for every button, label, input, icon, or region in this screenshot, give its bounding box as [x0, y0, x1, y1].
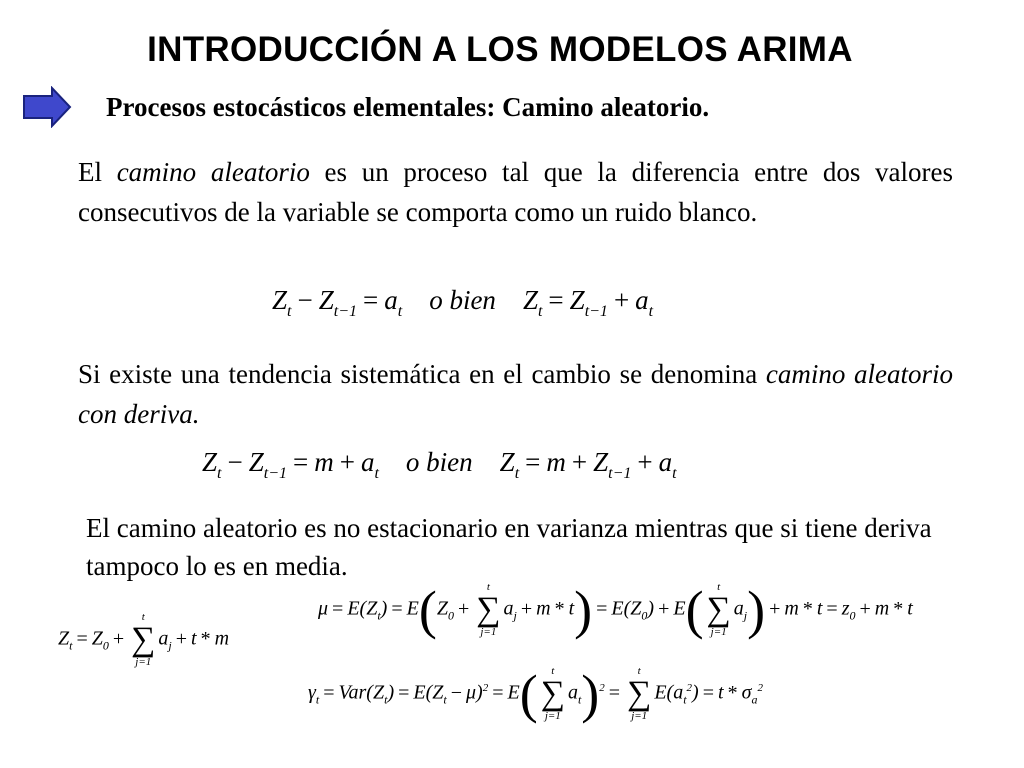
paragraph-drift: Si existe una tendencia sistemática en el cambio se denomina camino aleatorio con deriva.	[78, 359, 953, 429]
slide-subtitle: Procesos estocásticos elementales: Camino aleatorio.	[106, 92, 710, 122]
paragraph-nonstationary: El camino aleatorio es no estacionario en varianza mientras que si tiene deriva tampoco lo es en media.	[86, 513, 932, 581]
equation-random-walk: $Z_t - Z_{t-1} = a_t$ o bien $Z_t = Z_{t-1} + a_t$	[272, 285, 654, 320]
slide-title: INTRODUCCIÓN A LOS MODELOS ARIMA	[147, 30, 853, 69]
equation-variance: $\gamma_t = Var(Z_t) = E(Z_t - \mu)^2 = E$( t ∑ j=1 $a_t)^2$ = t ∑ j=1 $E(a_t^2) = t * \sigma_a^2$	[308, 664, 763, 724]
paragraph-definition: El camino aleatorio es un proceso tal que la diferencia entre dos valores consecutivos de la variable se comporta como un ruido blanco.	[78, 157, 953, 227]
equation-mean: $\mu = E(Z_t) = E(Z_0$ + t ∑ j=1 $a_j + m * t) = E(Z_0) + E$( t ∑ j=1 $a_j) + m * t = z_0 + m * t$	[318, 580, 913, 640]
right-arrow-icon	[22, 86, 72, 128]
equation-random-walk-drift: $Z_t - Z_{t-1} = m + a_t$ o bien $Z_t = m + Z_{t-1} + a_t$	[202, 447, 677, 482]
equation-sum-form: $Z_t = Z_0$ + t ∑ j=1 $a_j + t * m$	[58, 611, 230, 668]
